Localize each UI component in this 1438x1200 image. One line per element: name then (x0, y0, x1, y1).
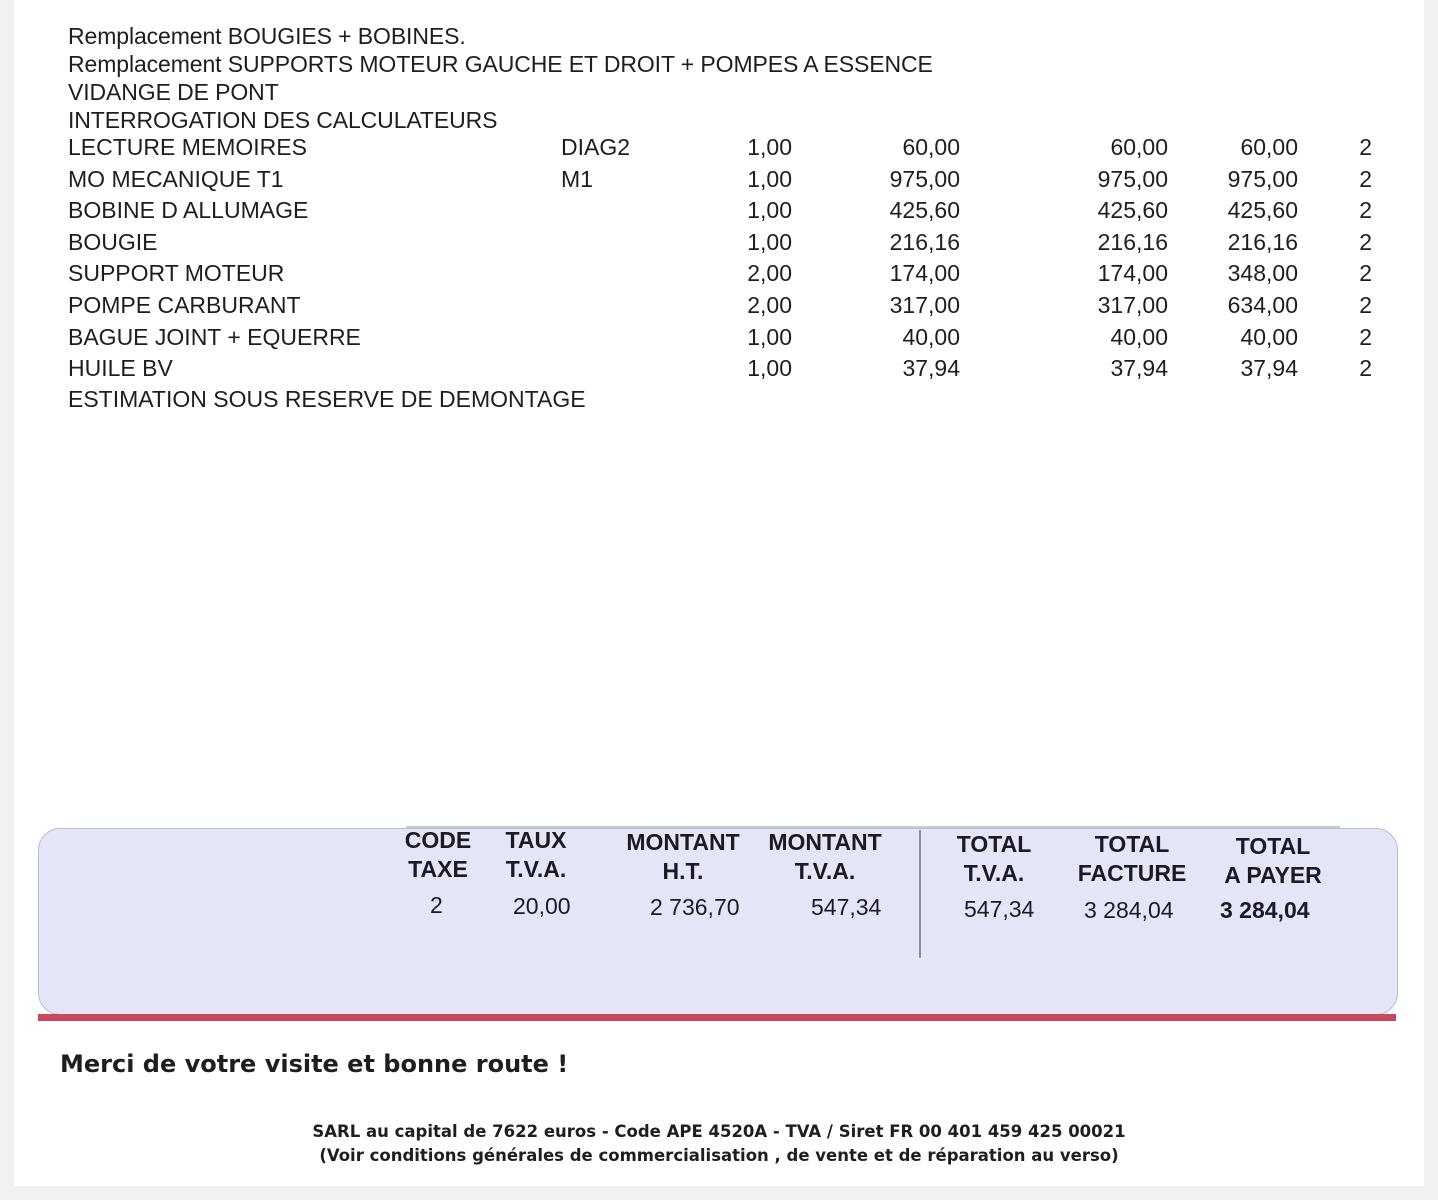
header-montant-tva (762, 828, 888, 886)
value-taux-tva: 20,00 (513, 893, 571, 919)
header-line-1: TOTAL (1094, 831, 1170, 857)
estimate-note: ESTIMATION SOUS RESERVE DE DEMONTAGE (68, 386, 586, 412)
header-line-1: TAUX (505, 827, 567, 853)
value-total-facture: 3 284,04 (1084, 897, 1174, 923)
item-quantity: 1,00 (747, 228, 792, 255)
thank-you-message: Merci de votre visite et bonne route ! (60, 1050, 569, 1078)
header-code-taxe (402, 826, 474, 884)
header-line-2: H.T. (662, 858, 704, 884)
header-montant-ht (620, 828, 746, 886)
item-quantity: 1,00 (747, 355, 792, 382)
work-line: VIDANGE DE PONT (68, 79, 279, 105)
legal-company-info: SARL au capital de 7622 euros - Code APE 4520A - TVA / Siret FR 00 401 459 425 00021 (312, 1122, 1126, 1141)
item-net-price: 216,16 (1097, 228, 1168, 255)
item-quantity: 2,00 (747, 260, 792, 287)
line-items-table (14, 134, 1424, 387)
header-line-1: TOTAL (1235, 833, 1311, 859)
header-line-1: MONTANT (626, 829, 740, 855)
item-tax-code: 2 (1359, 228, 1372, 255)
table-row (14, 260, 1424, 292)
work-line: Remplacement SUPPORTS MOTEUR GAUCHE ET DROIT + POMPES A ESSENCE (68, 51, 933, 77)
totals-red-bar (38, 1014, 1396, 1021)
item-tax-code: 2 (1359, 291, 1372, 318)
item-description: LECTURE MEMOIRES (68, 134, 307, 160)
value-total-tva: 547,34 (964, 896, 1035, 922)
item-unit-price: 975,00 (889, 165, 960, 192)
item-tax-code: 2 (1359, 323, 1372, 350)
value-total-a-payer: 3 284,04 (1220, 897, 1310, 923)
legal-conditions-note: (Voir conditions générales de commercialisation , de vente et de réparation au verso) (319, 1146, 1119, 1165)
item-net-price: 37,94 (1110, 355, 1168, 382)
item-code: M1 (561, 165, 593, 192)
item-description: HUILE BV (68, 355, 173, 382)
header-line-1: TOTAL (956, 831, 1032, 857)
item-quantity: 2,00 (747, 291, 792, 318)
item-unit-price: 40,00 (902, 323, 960, 350)
header-line-2: T.V.A. (505, 856, 567, 882)
item-quantity: 1,00 (747, 323, 792, 350)
item-quantity: 1,00 (747, 165, 792, 192)
item-net-price: 60,00 (1110, 134, 1168, 160)
item-net-price: 425,60 (1097, 197, 1168, 224)
item-description: BOBINE D ALLUMAGE (68, 197, 309, 224)
header-line-1: CODE (404, 827, 472, 853)
item-tax-code: 2 (1359, 355, 1372, 382)
item-total: 37,94 (1240, 355, 1298, 382)
value-montant-tva: 547,34 (811, 894, 882, 920)
work-description (68, 22, 933, 134)
header-taux-tva (498, 826, 574, 884)
item-unit-price: 60,00 (902, 134, 960, 160)
header-total-a-payer (1214, 832, 1332, 890)
item-total: 348,00 (1227, 260, 1298, 287)
item-net-price: 40,00 (1110, 323, 1168, 350)
item-description: SUPPORT MOTEUR (68, 260, 285, 287)
table-row (14, 166, 1424, 198)
item-unit-price: 216,16 (889, 228, 960, 255)
item-unit-price: 317,00 (889, 291, 960, 318)
item-total: 425,60 (1227, 197, 1298, 224)
item-description: BOUGIE (68, 228, 158, 255)
header-total-facture (1070, 830, 1194, 888)
table-row (14, 324, 1424, 356)
item-quantity: 1,00 (747, 134, 792, 160)
item-net-price: 975,00 (1097, 165, 1168, 192)
table-row (14, 197, 1424, 229)
item-unit-price: 425,60 (889, 197, 960, 224)
header-line-2: T.V.A. (963, 860, 1025, 886)
item-quantity: 1,00 (747, 197, 792, 224)
table-row (14, 355, 1424, 387)
item-net-price: 317,00 (1097, 291, 1168, 318)
table-row (14, 292, 1424, 324)
item-total: 634,00 (1227, 291, 1298, 318)
header-line-2: T.V.A. (794, 858, 856, 884)
item-unit-price: 37,94 (902, 355, 960, 382)
item-unit-price: 174,00 (889, 260, 960, 287)
item-total: 975,00 (1227, 165, 1298, 192)
item-total: 40,00 (1240, 323, 1298, 350)
item-tax-code: 2 (1359, 165, 1372, 192)
invoice-page (14, 0, 1424, 1186)
item-tax-code: 2 (1359, 134, 1372, 160)
table-row (14, 229, 1424, 261)
item-code: DIAG2 (561, 134, 631, 160)
value-code-taxe: 2 (430, 892, 443, 918)
work-line: INTERROGATION DES CALCULATEURS (68, 107, 498, 133)
item-description: MO MECANIQUE T1 (68, 165, 284, 192)
header-line-1: MONTANT (768, 829, 882, 855)
table-row (14, 134, 1424, 166)
item-tax-code: 2 (1359, 197, 1372, 224)
item-description: POMPE CARBURANT (68, 291, 301, 318)
header-line-2: FACTURE (1077, 860, 1187, 886)
totals-column-divider (919, 830, 921, 958)
work-line: Remplacement BOUGIES + BOBINES. (68, 23, 466, 49)
header-total-tva (944, 830, 1044, 888)
header-line-2: A PAYER (1224, 862, 1322, 888)
item-description: BAGUE JOINT + EQUERRE (68, 323, 361, 350)
header-line-2: TAXE (408, 856, 468, 882)
item-net-price: 174,00 (1097, 260, 1168, 287)
value-montant-ht: 2 736,70 (650, 894, 740, 920)
item-total: 60,00 (1240, 134, 1298, 160)
item-tax-code: 2 (1359, 260, 1372, 287)
item-total: 216,16 (1227, 228, 1298, 255)
